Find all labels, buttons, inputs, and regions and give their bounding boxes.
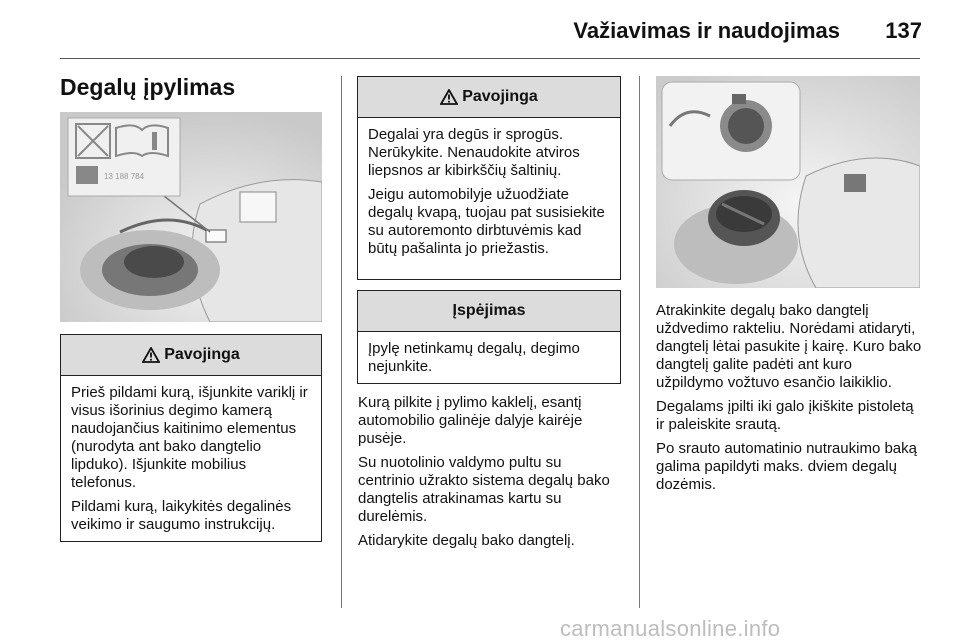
body-paragraph: Atrakinkite degalų bako dangtelį uždvedimo rakteliu. Norėdami atidaryti, dangtelį lėtai pasukite į kairę. Kuro bako dangtelį galite padėti ant kuro užpildymo vožtuvo esančio laikiklio. — [656, 302, 922, 391]
running-header-title: Važiavimas ir naudojimas — [573, 18, 840, 43]
caution-paragraph: Įpylę netinkamų degalų, degimo nejunkite. — [368, 340, 580, 375]
body-paragraph: Degalams įpilti iki galo įkiškite pistoletą ir paleiskite srautą. — [656, 398, 914, 433]
watermark-text: carmanualsonline.info — [560, 616, 781, 641]
fuel-cap-illustration — [656, 76, 920, 288]
right-body-text — [656, 302, 922, 494]
fuel-door-label-illustration — [60, 112, 322, 322]
warning-paragraph: Pildami kurą, laikykitės degalinės veikimo ir saugumo instrukcijų. — [71, 498, 292, 533]
danger-warning-box-left — [60, 334, 322, 542]
column-divider-1 — [341, 76, 342, 608]
warning-paragraph: Degalai yra degūs ir sprogūs. Nerūkykite. Nenaudokite atviros liepsnos ar kibirkščių šaltinių. — [368, 126, 580, 179]
body-paragraph: Su nuotolinio valdymo pultu su centrinio užrakto sistema degalų bako dangtelis atrakinamas kartu su durelėmis. — [358, 454, 610, 525]
warning-triangle-icon — [142, 347, 160, 363]
label-code: 13 188 784 — [104, 172, 145, 181]
middle-body-text — [358, 394, 620, 550]
danger-warning-header — [61, 335, 321, 376]
fuel-cap-svg — [656, 76, 920, 288]
caution-title: Įspėjimas — [452, 302, 526, 319]
caution-box — [357, 290, 621, 384]
danger-warning-title: Pavojinga — [462, 88, 538, 105]
warning-triangle-icon — [440, 89, 458, 105]
caution-header — [358, 291, 620, 332]
body-paragraph: Atidarykite degalų bako dangtelį. — [358, 532, 575, 549]
body-paragraph: Po srauto automatinio nutraukimo baką galima papildyti maks. dviem degalų dozėmis. — [656, 440, 917, 493]
warning-paragraph: Jeigu automobilyje užuodžiate degalų kvapą, tuojau pat susisiekite su autoremonto dirbtuvėmis kad būtų pašalinta jo priežastis. — [368, 186, 605, 257]
danger-warning-header — [358, 77, 620, 118]
body-paragraph: Kurą pilkite į pylimo kaklelį, esantį automobilio galinėje dalyje kairėje pusėje. — [358, 394, 583, 447]
warning-paragraph: Prieš pildami kurą, išjunkite variklį ir visus išorinius degimo kamerą naudojančius kaitinimo elementus (nurodyta ant bako dangtelio lipduko). Išjunkite mobilius telefonus. — [71, 384, 308, 491]
section-title: Degalų įpylimas — [60, 74, 236, 100]
column-divider-2 — [639, 76, 640, 608]
danger-warning-title: Pavojinga — [164, 346, 240, 363]
danger-warning-box-middle — [357, 76, 621, 280]
fuel-door-label-svg — [60, 112, 322, 322]
page-number: 137 — [885, 18, 922, 43]
header-rule — [60, 58, 920, 59]
